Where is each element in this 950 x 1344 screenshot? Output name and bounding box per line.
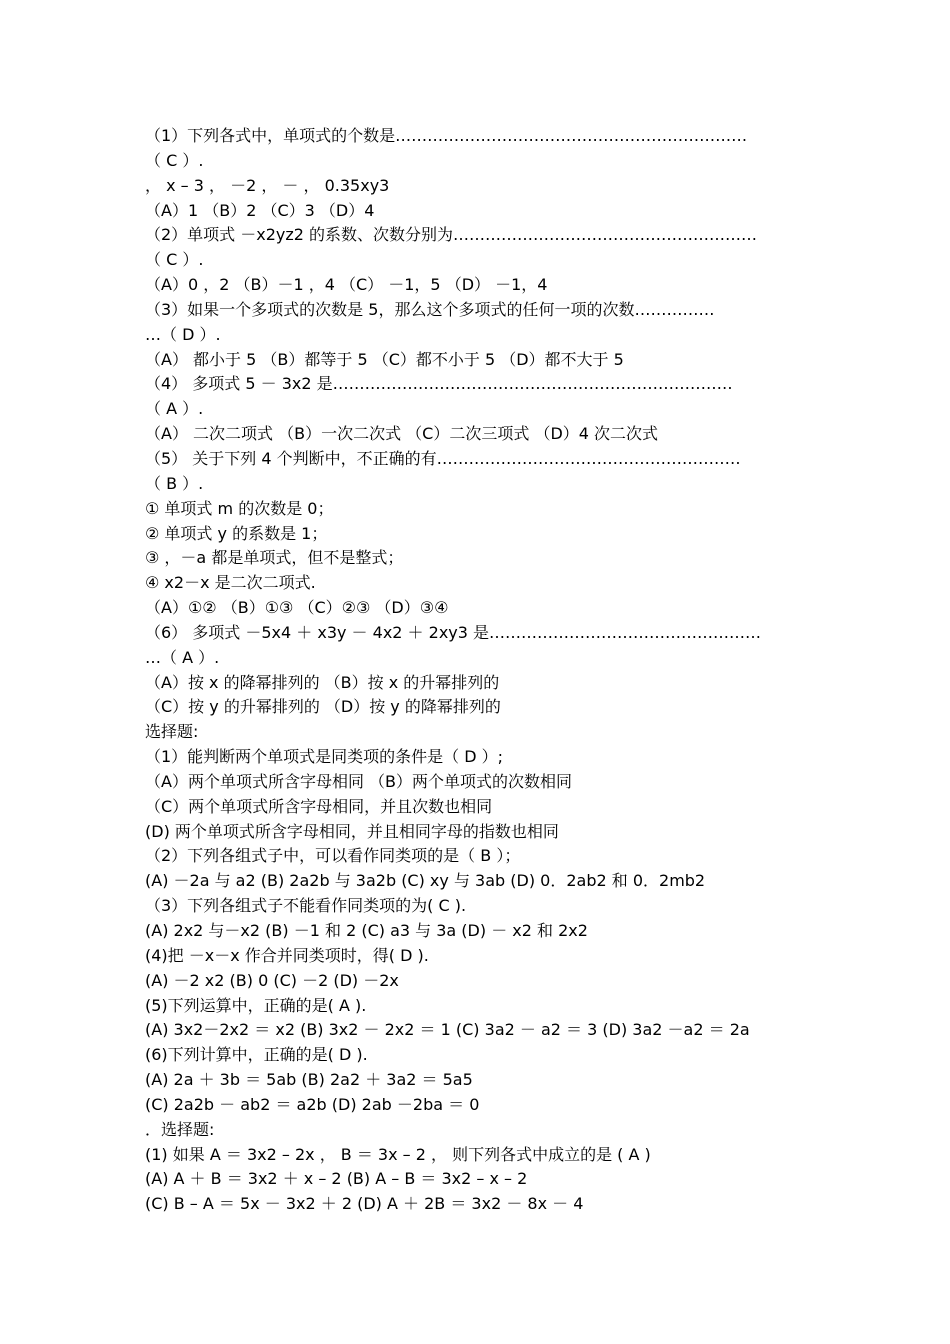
text-line: …（ A ）.: [145, 647, 220, 667]
text-line: ② 单项式 y 的系数是 1；: [145, 523, 328, 543]
text-line: (A) A ＋ B ＝ 3x2 ＋ x – 2 (B) A – B ＝ 3x2 – x – 2: [145, 1169, 528, 1189]
text-line: （2）下列各组式子中，可以看作同类项的是（ B ）；: [145, 846, 521, 866]
text-line: （6） 多项式 －5x4 ＋ x3y － 4x2 ＋ 2xy3 是……………………………………………: [145, 622, 762, 642]
text-line: （A）①② （B）①③ （C）②③ （D）③④: [145, 598, 449, 618]
text-line: ③ ，－a 都是单项式，但不是整式；: [145, 548, 404, 568]
text-line: ④ x2－x 是二次二项式.: [145, 573, 316, 593]
text-line: （3）下列各组式子不能看作同类项的为( C ).: [145, 896, 467, 916]
text-line: （ C ）.: [145, 250, 204, 270]
text-line: (5)下列运算中，正确的是( A ).: [145, 995, 367, 1015]
text-line: （1）下列各式中，单项式的个数是…………………………………………………………: [145, 126, 748, 145]
text-line: (A) －2 x2 (B) 0 (C) －2 (D) －2x: [145, 970, 399, 990]
text-line: （ A ）.: [145, 399, 204, 419]
text-line: （1）能判断两个单项式是同类项的条件是（ D ）;: [145, 747, 504, 767]
text-line: （A） 都小于 5 （B）都等于 5 （C）都不小于 5 （D）都不大于 5: [145, 349, 624, 369]
text-line: （3）如果一个多项式的次数是 5，那么这个多项式的任何一项的次数……………: [145, 299, 715, 319]
text-line: (D) 两个单项式所含字母相同，并且相同字母的指数也相同: [145, 821, 559, 841]
text-line: （ B ）.: [145, 473, 204, 493]
text-line: （A） 二次二项式 （B）一次二次式 （C）二次三项式 （D）4 次二次式: [145, 424, 659, 444]
text-line: (C) 2a2b － ab2 ＝ a2b (D) 2ab －2ba ＝ 0: [145, 1094, 480, 1114]
text-line: (1) 如果 A ＝ 3x2 – 2x ， B ＝ 3x – 2 ， 则下列各式中成立的是 ( A ): [145, 1144, 651, 1164]
text-line: (A) 2a ＋ 3b ＝ 5ab (B) 2a2 ＋ 3a2 ＝ 5a5: [145, 1070, 473, 1090]
text-line: （2）单项式 －x2yz2 的系数、次数分别为…………………………………………………: [145, 225, 758, 245]
text-line: (A) －2a 与 a2 (B) 2a2b 与 3a2b (C) xy 与 3ab (D) 0．2ab2 和 0．2mb2: [145, 871, 706, 891]
text-line: ① 单项式 m 的次数是 0；: [145, 498, 334, 518]
text-line: （C）两个单项式所含字母相同，并且次数也相同: [145, 796, 493, 816]
text-line: （A）按 x 的降幂排列的 （B）按 x 的升幂排列的: [145, 672, 500, 692]
section-heading: 选择题:: [145, 722, 199, 742]
text-line: (A) 3x2－2x2 ＝ x2 (B) 3x2 － 2x2 ＝ 1 (C) 3a2 － a2 ＝ 3 (D) 3a2 －a2 ＝ 2a: [145, 1020, 750, 1040]
text-line: (C) B – A ＝ 5x － 3x2 ＋ 2 (D) A ＋ 2B ＝ 3x2 － 8x － 4: [145, 1194, 584, 1214]
document-page: [145, 124, 810, 1217]
text-line: （A）1 （B）2 （C）3 （D）4: [145, 200, 375, 220]
text-line: (A) 2x2 与－x2 (B) －1 和 2 (C) a3 与 3a (D) － x2 和 2x2: [145, 921, 588, 940]
text-line: （A）0 ，2 （B）－1 ，4 （C） －1，5 （D） －1，4: [145, 275, 548, 295]
text-line: （C）按 y 的升幂排列的 （D）按 y 的降幂排列的: [145, 697, 501, 717]
text-line: (4)把 －x－x 作合并同类项时，得( D ).: [145, 945, 429, 965]
text-line: （A）两个单项式所含字母相同 （B）两个单项式的次数相同: [145, 771, 573, 791]
text-line: ， x – 3 ， －2 ， － ， 0.35xy3: [145, 175, 390, 195]
text-line: （ C ）.: [145, 150, 204, 170]
text-line: （4） 多项式 5 － 3x2 是…………………………………………………………………: [145, 374, 733, 394]
text-line: （5） 关于下列 4 个判断中，不正确的有…………………………………………………: [145, 448, 741, 468]
text-line: (6)下列计算中，正确的是( D ).: [145, 1045, 368, 1065]
text-line: …（ D ）.: [145, 324, 221, 344]
section-heading: ．选择题:: [145, 1119, 215, 1139]
